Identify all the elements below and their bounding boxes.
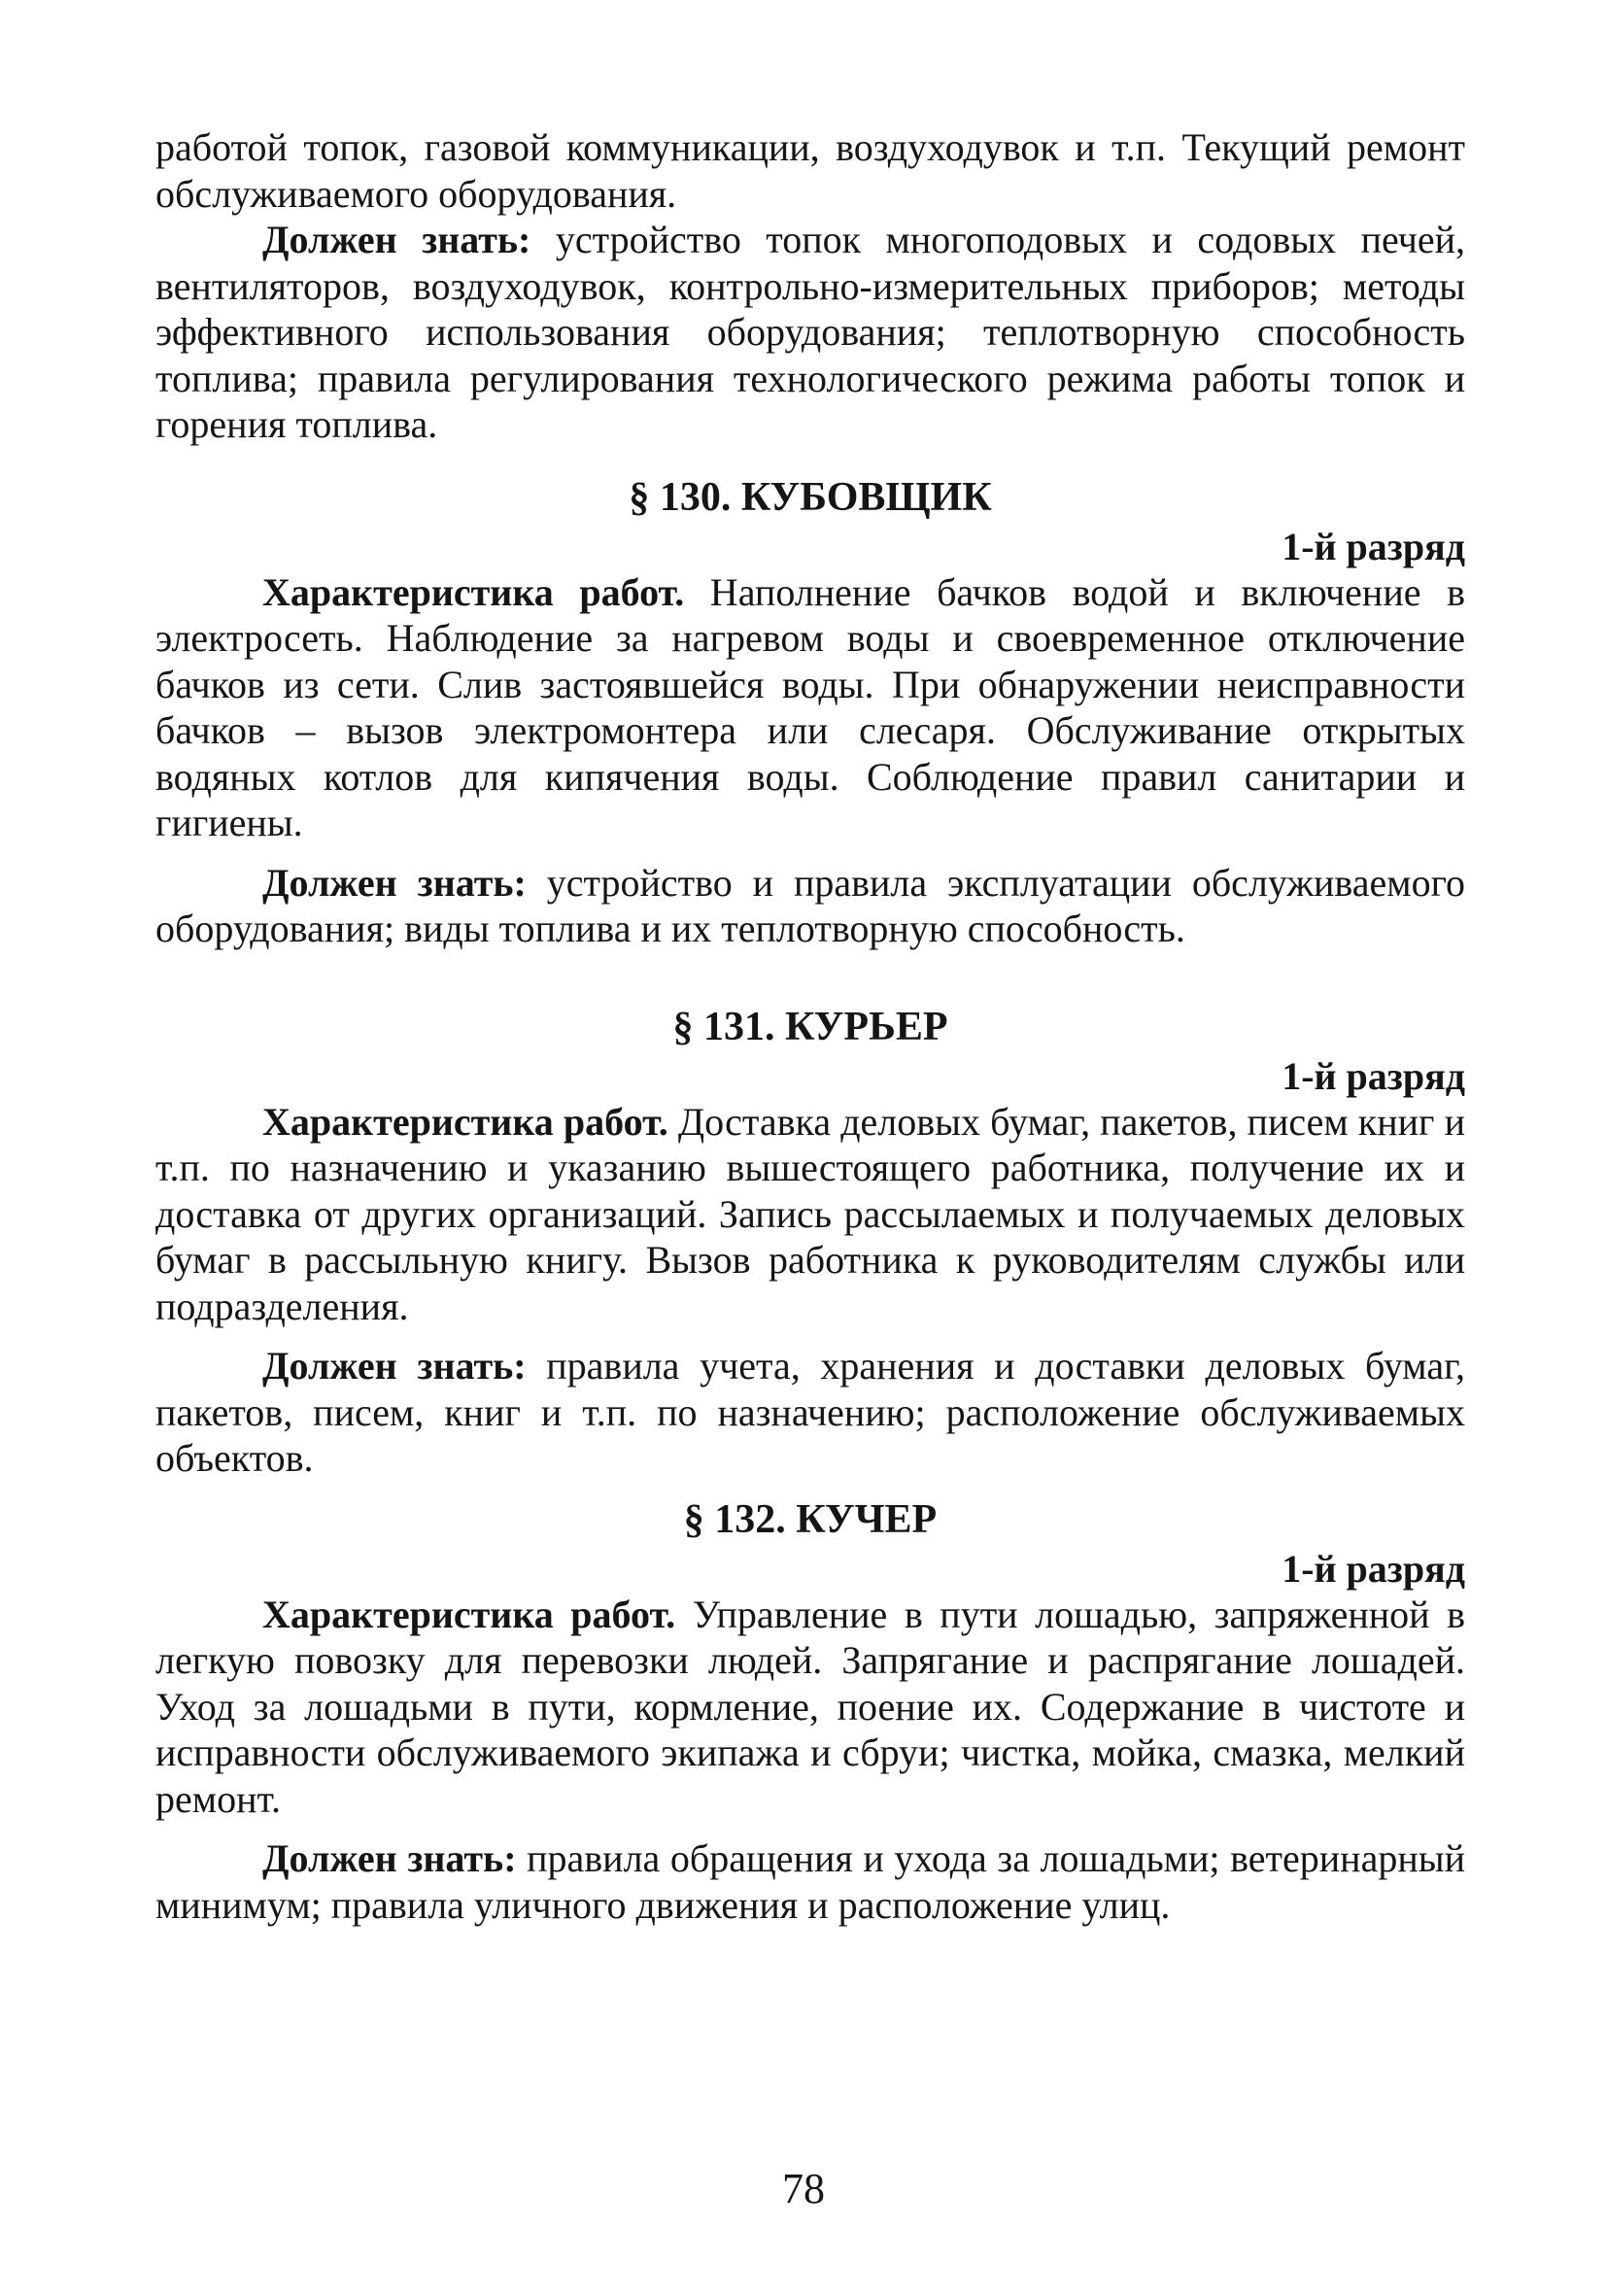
must-know — [155, 1343, 1465, 1482]
work-label: Характеристика работ. — [262, 1099, 668, 1144]
section-132 — [155, 1495, 1465, 1929]
work-text: Доставка деловых бумаг, пакетов, писем книг и т.п. по назначению и указанию вышестоящего работника, получение их и доставка от других организаций. Запись рассылаемых и получаемых деловых бумаг в рассыльную книгу. Вызов работника к руководителям службы или подразделения. — [155, 1099, 1465, 1328]
must-know-label: Должен знать: — [262, 1344, 527, 1388]
intro-must-know — [155, 217, 1465, 448]
section-grade: 1-й разряд — [1282, 1053, 1465, 1098]
page-number: 78 — [782, 2165, 825, 2212]
work-characteristics — [155, 1592, 1465, 1823]
must-know-label: Должен знать: — [262, 218, 531, 261]
section-heading: § 130. КУБОВЩИК — [629, 474, 992, 520]
section-grade: 1-й разряд — [1282, 1546, 1465, 1591]
must-know — [155, 860, 1465, 952]
section-130 — [155, 473, 1465, 952]
work-characteristics — [155, 569, 1465, 846]
work-label: Характеристика работ. — [262, 569, 685, 614]
section-131 — [155, 1003, 1465, 1482]
work-text: Наполнение бачков водой и включение в электросеть. Наблюдение за нагревом воды и своевременное отключение бачков из сети. Слив застоявшейся воды. При обнаружении неисправности бачков – вызов электромонтера или слесаря. Обслуживание открытых водяных котлов для кипячения воды. Соблюдение правил санитарии и гигиены. — [155, 569, 1465, 844]
section-heading: § 131. КУРЬЕР — [672, 1004, 948, 1049]
work-characteristics — [155, 1099, 1465, 1330]
work-label: Характеристика работ. — [262, 1592, 676, 1636]
must-know-text: правила обращения и ухода за лошадьми; ветеринарный минимум; правила уличного движения и расположение улиц. — [155, 1836, 1466, 1927]
page-body — [155, 124, 1465, 1928]
section-grade: 1-й разряд — [1282, 524, 1465, 568]
must-know-label: Должен знать: — [262, 860, 527, 905]
must-know-text: устройство топок многоподовых и содовых печей, вентиляторов, воздуходувок, контрольно-измерительных приборов; методы эффективного использования оборудования; теплотворную способность топлива; правила регулирования технологического режима работы топок и горения топлива. — [155, 218, 1466, 446]
must-know-text: правила учета, хранения и доставки деловых бумаг, пакетов, писем, книг и т.п. по назначению; расположение обслуживаемых объектов. — [155, 1344, 1465, 1480]
intro-continuation: работой топок, газовой коммуникации, воздуходувок и т.п. Текущий ремонт обслуживаемого оборудования. — [155, 125, 1465, 216]
must-know-text: устройство и правила эксплуатации обслуживаемого оборудования; виды топлива и их теплотворную способность. — [155, 860, 1465, 950]
section-heading: § 132. КУЧЕР — [683, 1496, 938, 1542]
work-text: Управление в пути лошадью, запряженной в легкую повозку для перевозки людей. Запрягание и распрягание лошадей. Уход за лошадьми в пути, кормление, поение их. Содержание в чистоте и исправности обслуживаемого экипажа и сбруи; чистка, мойка, смазка, мелкий ремонт. — [155, 1592, 1466, 1821]
must-know-label: Должен знать: — [262, 1836, 517, 1880]
must-know — [155, 1835, 1465, 1928]
